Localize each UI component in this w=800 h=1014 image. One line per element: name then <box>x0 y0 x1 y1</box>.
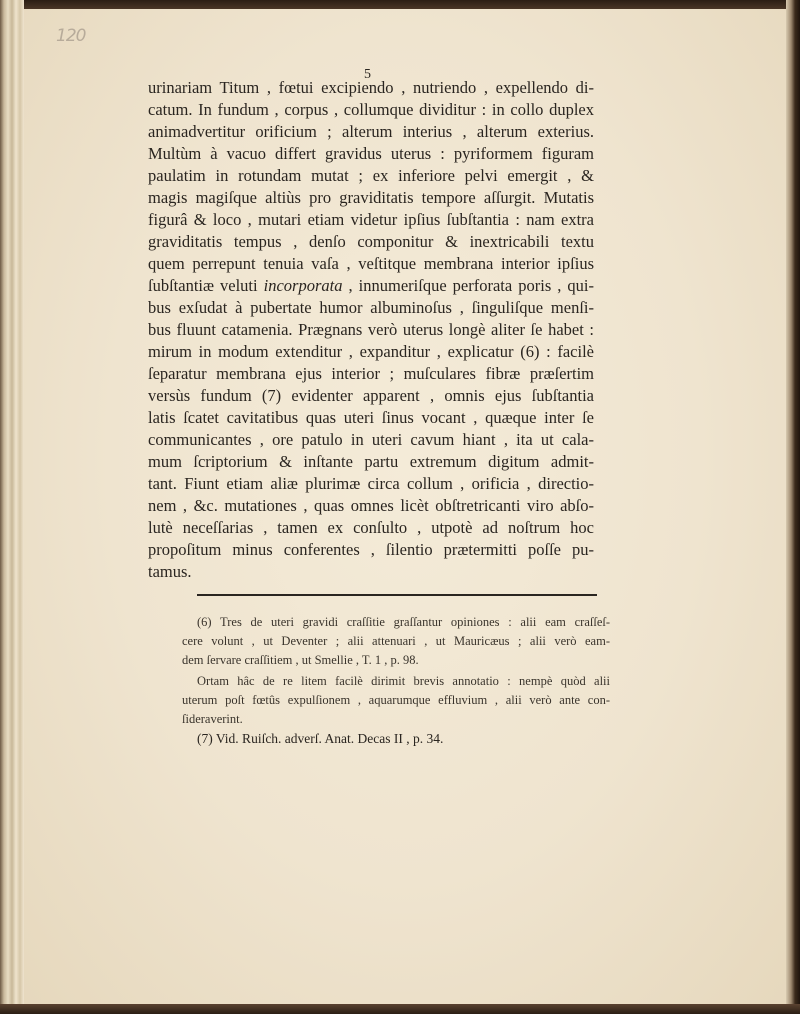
footnote-separator <box>197 594 597 596</box>
text-line: magis magiſque altiùs pro graviditatis tempore aſſurgit. Mutatis <box>148 188 594 207</box>
footnote-line: ſideraverint. <box>182 712 243 726</box>
text-line: communicantes , ore patulo in uteri cavum hiant , ita ut cala- <box>148 430 594 449</box>
text-line: paulatim in rotundam mutat ; ex inferiore pelvi emergit , & <box>148 166 594 185</box>
footnote-line: (6) Tres de uteri gravidi craſſitie graſſantur opiniones : alii eam craſſeſ- <box>197 615 610 629</box>
text-line: tamus. <box>148 562 192 581</box>
text-line: urinariam Titum , fœtui excipiendo , nutriendo , expellendo di- <box>148 78 594 97</box>
pencil-annotation: 120 <box>56 26 86 46</box>
bottom-page-edge <box>0 1004 800 1014</box>
book-page <box>24 9 786 1004</box>
text-line: propoſitum minus conferentes , ſilentio prætermitti poſſe pu- <box>148 540 594 559</box>
footnote-line: dem ſervare craſſitiem , ut Smellie , T. 1 , p. 98. <box>182 653 419 667</box>
footnote-line: (7) Vid. Ruiſch. adverſ. Anat. Decas II , p. 34. <box>197 731 444 746</box>
text-line: lutè neceſſarias , tamen ex conſulto , utpotè ad noſtrum hoc <box>148 518 594 537</box>
text-line: animadvertitur orificium ; alterum interius , alterum exterius. <box>148 122 594 141</box>
text-line: bus fluunt catamenia. Prægnans verò uterus longè aliter ſe habet : <box>148 320 594 339</box>
footnote-line: uterum poſt fœtûs expulſionem , aquarumque effluvium , alii verò ante con- <box>182 693 610 707</box>
right-page-edge <box>786 0 800 1014</box>
text-line: ſeparatur membrana ejus interior ; muſculares fibræ præſertim <box>148 364 594 383</box>
text-line: mum ſcriptorium & inſtante partu extremum digitum admit- <box>148 452 594 471</box>
text-line: graviditatis tempus , denſo componitur & inextricabili textu <box>148 232 594 251</box>
text-line: Multùm à vacuo differt gravidus uterus : pyriformem figuram <box>148 144 594 163</box>
text-line: versùs fundum (7) evidenter apparent , omnis ejus ſubſtantia <box>148 386 594 405</box>
top-page-edge <box>0 0 800 9</box>
page-number: 5 <box>364 67 371 82</box>
text-line: figurâ & loco , mutari etiam videtur ipſius ſubſtantia : nam extra <box>148 210 594 229</box>
text-line: catum. In fundum , corpus , collumque dividitur : in collo duplex <box>148 100 594 119</box>
text-line: ſubſtantiæ veluti incorporata , innumeriſque perforata poris , qui- <box>148 276 594 295</box>
footnote-line: Ortam hâc de re litem facilè dirimit brevis annotatio : nempè quòd alii <box>197 674 610 688</box>
text-line: bus exſudat à pubertate humor albuminoſus , ſinguliſque menſi- <box>148 298 594 317</box>
footnote-line: cere volunt , ut Deventer ; alii attenuari , ut Mauricæus ; alii verò eam- <box>182 634 610 648</box>
text-line: mirum in modum extenditur , expanditur , explicatur (6) : facilè <box>148 342 594 361</box>
text-line: nem , &c. mutationes , quas omnes licèt obſtretricanti viro abſo- <box>148 496 594 515</box>
text-line: tant. Fiunt etiam aliæ plurimæ circa collum , orificia , directio- <box>148 474 594 493</box>
book-binding <box>0 0 24 1014</box>
text-line: latis ſcatet cavitatibus quas uteri ſinus vocant , quæque inter ſe <box>148 408 594 427</box>
text-line: quem perrepunt tenuia vaſa , veſtitque membrana interior ipſius <box>148 254 594 273</box>
